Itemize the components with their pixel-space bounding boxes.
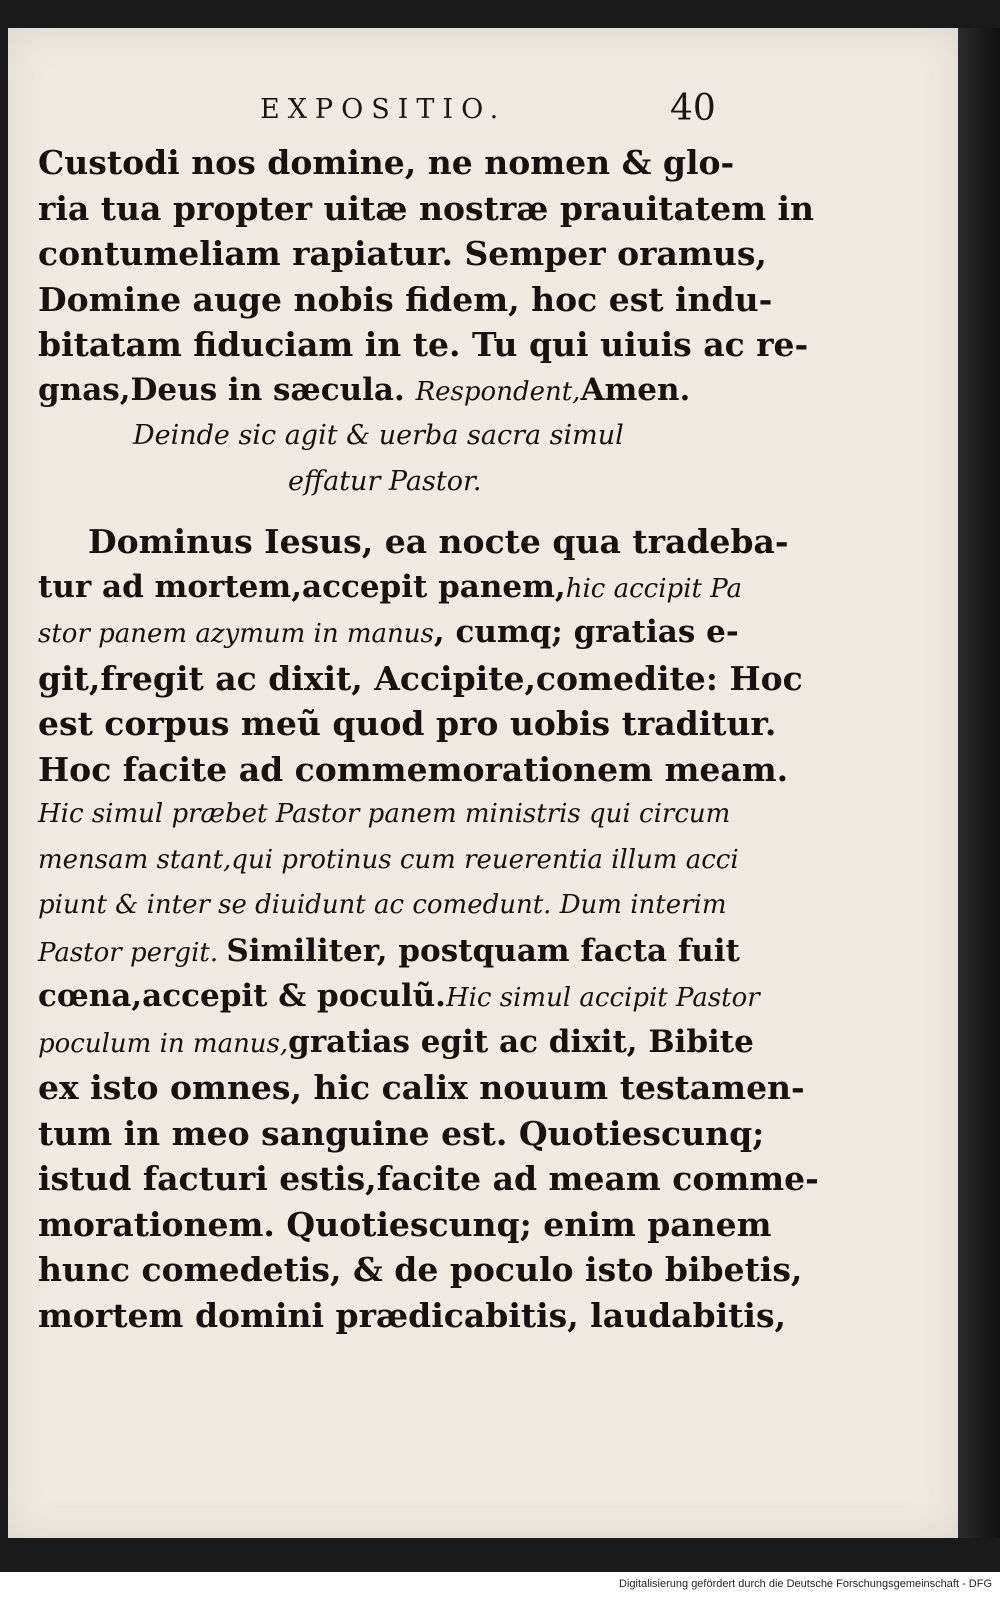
text-segment: , cumq; gratias e- [433, 614, 739, 650]
text-line: mortem domini prædicabitis, laudabitis, [38, 1295, 787, 1335]
page-header [8, 88, 958, 134]
text-segment: tur ad mortem,accepit panem, [38, 568, 566, 605]
text-line: Dominus Iesus, ea nocte qua tradeba- [88, 522, 789, 561]
text-line: ria tua propter uitæ nostræ prauitatem in [38, 188, 815, 228]
footer-credit: Digitalisierung gefördert durch die Deutsche Forschungsgemeinschaft - DFG [619, 1578, 992, 1590]
text-line [38, 565, 743, 611]
text-line: morationem. Quotiescunq; enim panem [38, 1204, 772, 1244]
paragraph-gap [38, 505, 728, 519]
text-segment: gratias egit ac dixit, Bibite [288, 1023, 754, 1060]
text-line: hunc comedetis, & de poculo isto bibetis, [38, 1250, 803, 1289]
rubric-segment: Pastor pergit. [38, 937, 227, 968]
text-line: istud facturi estis,facite ad meam comme- [38, 1159, 819, 1198]
text-line: Hoc facite ad commemorationem meam. [38, 749, 789, 789]
rubric-segment: Respondent, [415, 376, 581, 407]
rubric-line: Deinde sic agit & uerba sacra simul [133, 420, 624, 451]
text-line: bitatam fiduciam in te. Tu qui uiuis ac re- [38, 325, 809, 364]
text-segment: cœna,accepit & poculũ. [38, 978, 446, 1014]
book-page [8, 28, 958, 1538]
rubric-line: effatur Pastor. [288, 466, 482, 497]
running-head: EXPOSITIO. [260, 94, 507, 125]
text-line: git,fregit ac dixit, Accipite,comedite: Hoc [38, 658, 803, 698]
text-line: ex isto omnes, hic calix nouum testamen- [38, 1068, 805, 1107]
rubric-line: piunt & inter se diuidunt ac comedunt. Dum interim [38, 890, 727, 920]
rubric-segment: Hic simul accipit Pastor [445, 983, 760, 1013]
footer-bar [0, 1572, 1000, 1600]
text-line: Domine auge nobis fidem, hoc est indu- [38, 279, 773, 319]
text-line [38, 974, 760, 1020]
text-segment: gnas,Deus in sæcula. [38, 371, 416, 408]
text-line [38, 368, 728, 414]
rubric-line: Hic simul præbet Pastor panem ministris qui circum [38, 799, 731, 829]
text-segment: Similiter, postquam facta fuit [226, 932, 740, 969]
text-line: Custodi nos domine, ne nomen & glo- [38, 143, 735, 182]
page-number: 40 [670, 88, 716, 129]
text-line [38, 610, 739, 656]
text-line: est corpus meũ quod pro uobis traditur. [38, 704, 777, 743]
text-line [38, 1020, 754, 1066]
text-line: tum in meo sanguine est. Quotiescunq; [38, 1113, 765, 1153]
scan-background [958, 28, 1000, 1538]
rubric-segment: poculum in manus, [38, 1028, 289, 1059]
text-line: contumeliam rapiatur. Semper oramus, [38, 234, 767, 273]
rubric-line: mensam stant,qui protinus cum reuerentia illum acci [38, 844, 739, 875]
text-segment: Amen. [580, 371, 691, 408]
page-body [38, 140, 819, 1338]
rubric-segment: hic accipit Pa [565, 573, 743, 604]
rubric-segment: stor panem azymum in manus [38, 619, 434, 649]
text-line [38, 929, 740, 975]
